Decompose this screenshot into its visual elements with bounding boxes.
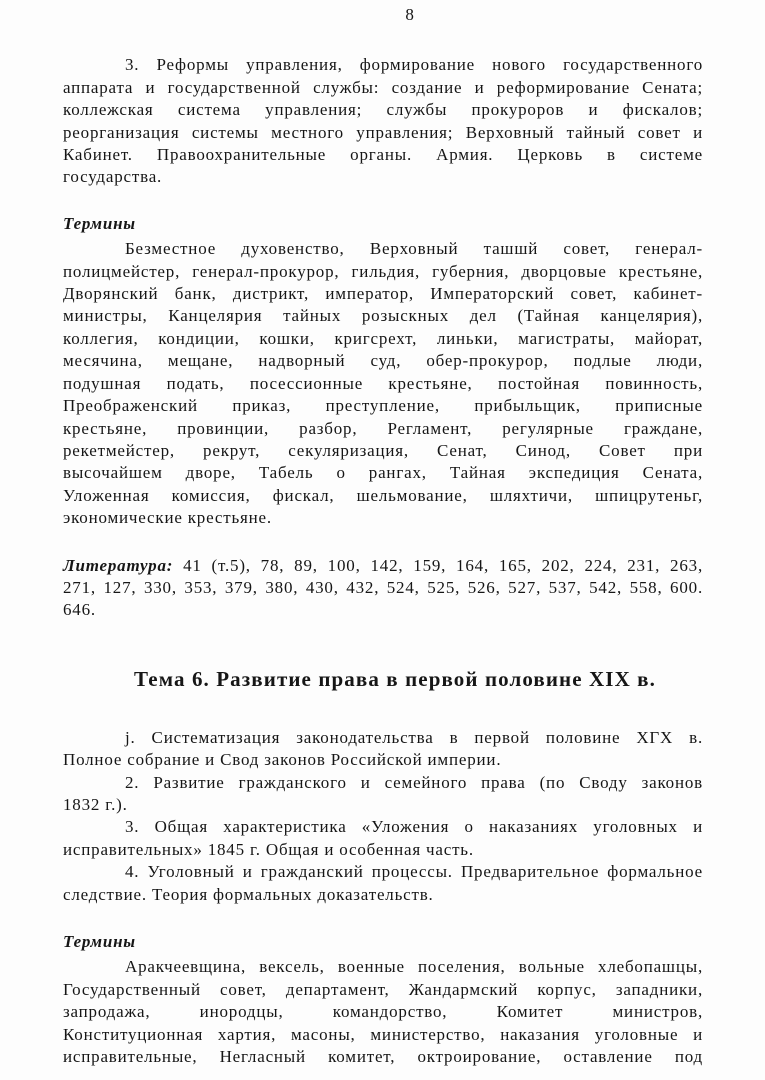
text-line: 3. Реформы управления, формирование нового государственного (125, 55, 703, 75)
topic6-item-2 (63, 772, 703, 817)
text-line: Дворянский банк, дистрикт, император, Императорский совет, кабинет- (63, 284, 703, 304)
text-line: реорганизация системы местного управления; Верховный тайный совет и (63, 122, 703, 142)
text-line: экономические крестьяне. (63, 508, 272, 528)
text-line: 1832 г.). (63, 794, 128, 814)
topic6-item-1 (63, 727, 703, 772)
literature-first-line (63, 555, 703, 577)
topic-6-items (63, 727, 703, 906)
text-line: 4. Уголовный и гражданский процессы. Предварительное формальное (125, 862, 703, 882)
text-line: Кабинет. Правоохранительные органы. Армия. Церковь в системе (63, 145, 703, 165)
terms-list-2 (63, 956, 703, 1068)
literature-paragraph (63, 555, 703, 622)
text-line: аппарата и государственной службы: создание и реформирование Сената; (63, 77, 703, 97)
text-line: 271, 127, 330, 353, 379, 380, 430, 432, 524, 525, 526, 527, 537, 542, 558, 600. (63, 577, 703, 597)
text-line: j. Систематизация законодательства в первой половине ХГХ в. (125, 727, 703, 747)
text-line: крестьяне, провинции, разбор, Регламент, регулярные граждане, (63, 418, 703, 438)
text-line: 3. Общая характеристика «Уложения о наказаниях уголовных и (125, 817, 703, 837)
text-line: коллегия, кондиции, кошки, кригсрехт, линьки, магистраты, майорат, (63, 328, 703, 348)
text-line: Преображенский приказ, преступление, прибыльщик, приписные (63, 396, 703, 416)
text-line: следствие. Теория формальных доказательств. (63, 884, 434, 904)
text-line: государства. (63, 167, 163, 187)
literature-label: Литература: (63, 555, 174, 575)
text-line: 646. (63, 600, 96, 620)
text-line: месячина, мещане, надворный суд, обер-прокурор, подлые люди, (63, 351, 703, 371)
text-line: Конституционная хартия, масоны, министерство, наказания уголовные и (63, 1024, 703, 1044)
text-line: исправительных» 1845 г. Общая и особенная часть. (63, 839, 474, 859)
terms-section-heading: Термины (63, 213, 136, 233)
page-number: 8 (405, 5, 415, 24)
text-line: запродажа, инородцы, командорство, Комитет министров, (63, 1002, 703, 1022)
text-line: Уложенная комиссия, фискал, шельмование, шляхтичи, шпицрутеньг, (63, 485, 703, 505)
topic5-item3-paragraph (63, 54, 703, 188)
literature-numbers: 41 (т.5), 78, 89, 100, 142, 159, 164, 165, 202, 224, 231, 263, (183, 555, 703, 575)
topic-6-heading: Тема 6. Развитие права в первой половине XIX в. (134, 666, 656, 691)
text-line: министры, Канцелярия тайных розыскных дел (Тайная канцелярия), (63, 306, 703, 326)
text-line: высочайшем дворе, Табель о рангах, Тайная экспедиция Сената, (63, 463, 703, 483)
text-line: коллежская система управления; службы прокуроров и фискалов; (63, 100, 703, 120)
page-text-block (63, 0, 703, 1068)
text-line: Аракчеевщина, вексель, военные поселения, вольные хлебопашцы, (125, 957, 703, 977)
terms-list-1 (63, 238, 703, 529)
text-line: подушная подать, посессионные крестьяне, постойная повинность, (63, 373, 703, 393)
text-line: Безместное духовенство, Верховный ташшй совет, генерал- (125, 239, 703, 259)
text-line: исправительные, Негласный комитет, октроирование, оставление под (63, 1047, 703, 1067)
text-line: рекетмейстер, рекрут, секуляризация, Сенат, Синод, Совет при (63, 440, 703, 460)
text-line: Полное собрание и Свод законов Российской империи. (63, 750, 502, 770)
terms-section-heading: Термины (63, 932, 136, 951)
text-line: полицмейстер, генерал-прокурор, гильдия, губерния, дворцовые крестьяне, (63, 261, 703, 281)
text-line: 2. Развитие гражданского и семейного права (по Своду законов (125, 772, 703, 792)
topic6-item-4 (63, 861, 703, 906)
topic6-item-3 (63, 816, 703, 861)
text-line: Государственный совет, департамент, Жандармский корпус, западники, (63, 979, 703, 999)
